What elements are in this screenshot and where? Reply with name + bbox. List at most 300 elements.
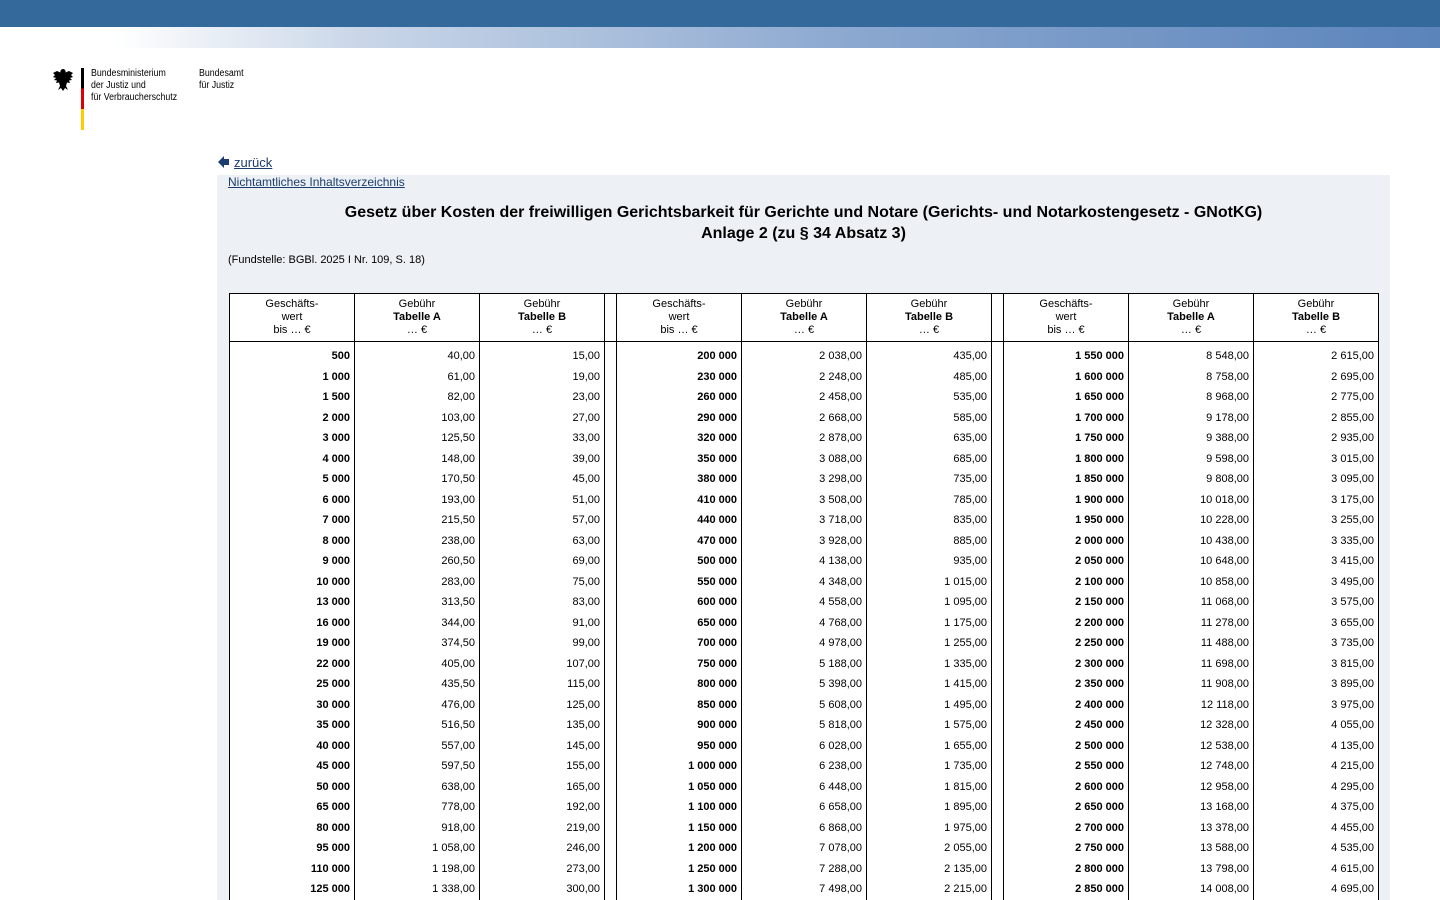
cell-gebuehr-a: 8 968,00 [1129,387,1254,408]
column-gap [992,674,1004,695]
column-gap [992,551,1004,572]
cell-gebuehr-a: 3 088,00 [742,449,867,470]
column-gap [992,367,1004,388]
cell-geschaeftswert: 1 300 000 [617,879,742,900]
cell-geschaeftswert: 19 000 [230,633,355,654]
flag-stripe [81,68,84,130]
header-line: Gebühr [523,298,561,310]
cell-geschaeftswert: 2 550 000 [1004,756,1129,777]
cell-gebuehr-b: 2 055,00 [867,838,992,859]
header-line: Tabelle B [517,311,567,323]
column-gap [605,510,617,531]
table-row [230,695,1379,716]
cell-gebuehr-a: 12 748,00 [1129,756,1254,777]
cell-gebuehr-a: 11 068,00 [1129,592,1254,613]
cell-gebuehr-a: 9 388,00 [1129,428,1254,449]
cell-gebuehr-a: 215,50 [355,510,480,531]
cell-geschaeftswert: 7 000 [230,510,355,531]
header-line: wert [668,311,690,323]
cell-gebuehr-a: 778,00 [355,797,480,818]
cell-gebuehr-b: 4 135,00 [1254,736,1379,757]
cell-geschaeftswert: 500 [230,346,355,367]
column-gap [992,510,1004,531]
cell-gebuehr-a: 5 818,00 [742,715,867,736]
table-row [230,490,1379,511]
cell-gebuehr-a: 5 188,00 [742,654,867,675]
cell-gebuehr-a: 6 658,00 [742,797,867,818]
top-banner [0,0,1440,27]
cell-gebuehr-b: 2 615,00 [1254,346,1379,367]
cell-geschaeftswert: 2 650 000 [1004,797,1129,818]
cell-gebuehr-a: 2 878,00 [742,428,867,449]
cell-geschaeftswert: 2 300 000 [1004,654,1129,675]
cell-gebuehr-b: 3 575,00 [1254,592,1379,613]
cell-gebuehr-b: 51,00 [480,490,605,511]
column-gap [992,592,1004,613]
cell-geschaeftswert: 900 000 [617,715,742,736]
cell-geschaeftswert: 1 500 [230,387,355,408]
cell-gebuehr-b: 19,00 [480,367,605,388]
cell-gebuehr-b: 1 655,00 [867,736,992,757]
cell-gebuehr-a: 3 928,00 [742,531,867,552]
table-row [230,777,1379,798]
cell-gebuehr-a: 5 608,00 [742,695,867,716]
cell-gebuehr-a: 10 438,00 [1129,531,1254,552]
column-gap [605,387,617,408]
cell-gebuehr-b: 635,00 [867,428,992,449]
cell-gebuehr-b: 1 815,00 [867,777,992,798]
cell-gebuehr-a: 193,00 [355,490,480,511]
cell-geschaeftswert: 2 000 [230,408,355,429]
cell-geschaeftswert: 1 650 000 [1004,387,1129,408]
column-gap [992,797,1004,818]
cell-gebuehr-a: 435,50 [355,674,480,695]
cell-geschaeftswert: 410 000 [617,490,742,511]
cell-gebuehr-b: 3 415,00 [1254,551,1379,572]
cell-gebuehr-b: 485,00 [867,367,992,388]
cell-geschaeftswert: 110 000 [230,859,355,880]
cell-geschaeftswert: 700 000 [617,633,742,654]
column-gap [992,408,1004,429]
cell-gebuehr-b: 219,00 [480,818,605,839]
column-gap [992,818,1004,839]
column-gap [605,674,617,695]
column-gap [992,633,1004,654]
cell-gebuehr-b: 935,00 [867,551,992,572]
table-row [230,428,1379,449]
cell-geschaeftswert: 16 000 [230,613,355,634]
cell-gebuehr-b: 83,00 [480,592,605,613]
cell-geschaeftswert: 8 000 [230,531,355,552]
cell-gebuehr-b: 4 535,00 [1254,838,1379,859]
header-line: … € [1180,324,1202,336]
cell-gebuehr-a: 405,00 [355,654,480,675]
cell-gebuehr-b: 45,00 [480,469,605,490]
column-gap [992,654,1004,675]
cell-geschaeftswert: 2 850 000 [1004,879,1129,900]
header-line: Tabelle A [393,311,441,323]
column-gap [992,838,1004,859]
table-row [230,387,1379,408]
cell-gebuehr-a: 3 718,00 [742,510,867,531]
cell-geschaeftswert: 22 000 [230,654,355,675]
cell-gebuehr-a: 6 868,00 [742,818,867,839]
cell-geschaeftswert: 1 700 000 [1004,408,1129,429]
column-gap [605,408,617,429]
header-line: Gebühr [1172,298,1210,310]
header-line: … € [406,324,428,336]
cell-gebuehr-b: 4 295,00 [1254,777,1379,798]
cell-gebuehr-b: 192,00 [480,797,605,818]
table-row [230,592,1379,613]
cell-gebuehr-a: 5 398,00 [742,674,867,695]
cell-gebuehr-b: 435,00 [867,346,992,367]
cell-gebuehr-b: 2 935,00 [1254,428,1379,449]
cell-geschaeftswert: 50 000 [230,777,355,798]
cell-gebuehr-b: 735,00 [867,469,992,490]
header-line: … € [531,324,553,336]
cell-gebuehr-b: 3 975,00 [1254,695,1379,716]
cell-gebuehr-a: 13 588,00 [1129,838,1254,859]
logo-ministry-text: Bundesministerium der Justiz und für Verbraucherschutz [91,68,178,103]
cell-gebuehr-a: 13 168,00 [1129,797,1254,818]
cell-geschaeftswert: 750 000 [617,654,742,675]
law-title: Gesetz über Kosten der freiwilligen Gerichtsbarkeit für Gerichte und Notare (Gerichts- und Notarkostengesetz - GNotKG) [344,204,1263,221]
federal-eagle-icon [52,68,74,92]
back-link-container [218,155,272,170]
cell-gebuehr-a: 8 548,00 [1129,346,1254,367]
cell-geschaeftswert: 200 000 [617,346,742,367]
cell-gebuehr-b: 2 215,00 [867,879,992,900]
cell-gebuehr-a: 283,00 [355,572,480,593]
cell-gebuehr-a: 2 248,00 [742,367,867,388]
cell-gebuehr-b: 39,00 [480,449,605,470]
cell-geschaeftswert: 1 100 000 [617,797,742,818]
cell-gebuehr-a: 638,00 [355,777,480,798]
cell-gebuehr-a: 313,50 [355,592,480,613]
cell-gebuehr-a: 61,00 [355,367,480,388]
column-gap [992,736,1004,757]
column-gap [605,777,617,798]
annex-title: Anlage 2 (zu § 34 Absatz 3) [701,225,906,242]
table-row [230,674,1379,695]
column-gap [992,613,1004,634]
cell-gebuehr-a: 9 178,00 [1129,408,1254,429]
cell-gebuehr-b: 535,00 [867,387,992,408]
cell-geschaeftswert: 2 250 000 [1004,633,1129,654]
header-line: Tabelle A [780,311,828,323]
cell-geschaeftswert: 650 000 [617,613,742,634]
table-row [230,797,1379,818]
cell-gebuehr-a: 557,00 [355,736,480,757]
header-line: Gebühr [785,298,823,310]
header-gebuehr-a [742,294,867,342]
column-gap [605,469,617,490]
cell-geschaeftswert: 290 000 [617,408,742,429]
column-gap [605,879,617,900]
cell-geschaeftswert: 2 600 000 [1004,777,1129,798]
cell-geschaeftswert: 1 950 000 [1004,510,1129,531]
column-gap [605,531,617,552]
cell-geschaeftswert: 2 150 000 [1004,592,1129,613]
cell-gebuehr-b: 1 495,00 [867,695,992,716]
cell-gebuehr-b: 155,00 [480,756,605,777]
column-gap [992,572,1004,593]
cell-gebuehr-b: 15,00 [480,346,605,367]
cell-gebuehr-a: 2 458,00 [742,387,867,408]
cell-gebuehr-b: 3 495,00 [1254,572,1379,593]
cell-geschaeftswert: 40 000 [230,736,355,757]
cell-gebuehr-b: 1 575,00 [867,715,992,736]
cell-gebuehr-a: 4 768,00 [742,613,867,634]
cell-geschaeftswert: 9 000 [230,551,355,572]
cell-gebuehr-a: 2 038,00 [742,346,867,367]
cell-gebuehr-b: 91,00 [480,613,605,634]
table-row [230,469,1379,490]
header-line: Geschäfts- [265,298,319,310]
column-gap [605,346,617,367]
cell-geschaeftswert: 440 000 [617,510,742,531]
cell-geschaeftswert: 30 000 [230,695,355,716]
header-line: wert [281,311,303,323]
table-row [230,879,1379,900]
logo-office-text: Bundesamt für Justiz [199,68,244,91]
cell-geschaeftswert: 65 000 [230,797,355,818]
cell-geschaeftswert: 25 000 [230,674,355,695]
cell-gebuehr-b: 3 735,00 [1254,633,1379,654]
cell-gebuehr-b: 107,00 [480,654,605,675]
column-gap [992,469,1004,490]
cell-gebuehr-b: 4 055,00 [1254,715,1379,736]
cell-gebuehr-b: 3 655,00 [1254,613,1379,634]
cell-gebuehr-b: 3 815,00 [1254,654,1379,675]
column-gap [605,654,617,675]
cell-gebuehr-a: 260,50 [355,551,480,572]
cell-gebuehr-b: 1 175,00 [867,613,992,634]
logo[interactable] [52,68,272,132]
column-gap [605,633,617,654]
cell-gebuehr-b: 4 455,00 [1254,818,1379,839]
column-gap [605,367,617,388]
header-line: wert [1055,311,1077,323]
header-gebuehr-a [355,294,480,342]
cell-gebuehr-a: 9 598,00 [1129,449,1254,470]
cell-gebuehr-b: 165,00 [480,777,605,798]
cell-geschaeftswert: 1 200 000 [617,838,742,859]
cell-gebuehr-b: 2 695,00 [1254,367,1379,388]
cell-gebuehr-a: 12 118,00 [1129,695,1254,716]
header-line: Gebühr [910,298,948,310]
cell-gebuehr-a: 7 288,00 [742,859,867,880]
cell-geschaeftswert: 125 000 [230,879,355,900]
cell-gebuehr-a: 14 008,00 [1129,879,1254,900]
cell-geschaeftswert: 320 000 [617,428,742,449]
fee-table [229,293,1379,900]
cell-geschaeftswert: 2 750 000 [1004,838,1129,859]
cell-geschaeftswert: 2 700 000 [1004,818,1129,839]
cell-gebuehr-b: 33,00 [480,428,605,449]
cell-geschaeftswert: 2 500 000 [1004,736,1129,757]
cell-geschaeftswert: 470 000 [617,531,742,552]
cell-gebuehr-a: 11 488,00 [1129,633,1254,654]
cell-gebuehr-a: 1 198,00 [355,859,480,880]
cell-gebuehr-a: 10 018,00 [1129,490,1254,511]
cell-gebuehr-a: 476,00 [355,695,480,716]
header-gebuehr-b [867,294,992,342]
column-gap [605,818,617,839]
header-geschaeftswert [617,294,742,342]
cell-gebuehr-a: 2 668,00 [742,408,867,429]
table-row [230,736,1379,757]
column-gap [992,879,1004,900]
header-line: Geschäfts- [1039,298,1093,310]
cell-gebuehr-b: 4 215,00 [1254,756,1379,777]
cell-gebuehr-b: 273,00 [480,859,605,880]
cell-geschaeftswert: 350 000 [617,449,742,470]
table-row [230,818,1379,839]
cell-geschaeftswert: 260 000 [617,387,742,408]
cell-gebuehr-a: 374,50 [355,633,480,654]
cell-geschaeftswert: 1 000 000 [617,756,742,777]
column-gap [992,490,1004,511]
cell-gebuehr-b: 785,00 [867,490,992,511]
column-gap [605,613,617,634]
cell-geschaeftswert: 550 000 [617,572,742,593]
column-gap [605,736,617,757]
cell-gebuehr-b: 246,00 [480,838,605,859]
cell-geschaeftswert: 10 000 [230,572,355,593]
header-line: Geschäfts- [652,298,706,310]
cell-gebuehr-b: 63,00 [480,531,605,552]
cell-gebuehr-a: 12 328,00 [1129,715,1254,736]
table-row [230,654,1379,675]
cell-gebuehr-b: 3 255,00 [1254,510,1379,531]
cell-gebuehr-b: 585,00 [867,408,992,429]
cell-gebuehr-b: 3 895,00 [1254,674,1379,695]
column-gap [605,859,617,880]
cell-gebuehr-b: 3 095,00 [1254,469,1379,490]
table-row [230,510,1379,531]
column-gap [992,859,1004,880]
column-gap [992,695,1004,716]
cell-geschaeftswert: 45 000 [230,756,355,777]
cell-geschaeftswert: 1 600 000 [1004,367,1129,388]
cell-gebuehr-b: 2 135,00 [867,859,992,880]
column-gap [992,715,1004,736]
header-line: … € [918,324,940,336]
column-gap [605,294,617,342]
cell-geschaeftswert: 600 000 [617,592,742,613]
cell-geschaeftswert: 850 000 [617,695,742,716]
cell-gebuehr-b: 57,00 [480,510,605,531]
table-row [230,449,1379,470]
cell-gebuehr-a: 82,00 [355,387,480,408]
column-gap [992,346,1004,367]
table-row [230,756,1379,777]
cell-gebuehr-a: 4 978,00 [742,633,867,654]
column-gap [605,490,617,511]
cell-gebuehr-b: 3 335,00 [1254,531,1379,552]
cell-gebuehr-b: 685,00 [867,449,992,470]
cell-gebuehr-a: 170,50 [355,469,480,490]
cell-geschaeftswert: 1 800 000 [1004,449,1129,470]
cell-gebuehr-a: 7 078,00 [742,838,867,859]
cell-gebuehr-a: 238,00 [355,531,480,552]
cell-geschaeftswert: 1 150 000 [617,818,742,839]
cell-geschaeftswert: 80 000 [230,818,355,839]
table-row [230,859,1379,880]
cell-gebuehr-a: 597,50 [355,756,480,777]
cell-gebuehr-b: 1 415,00 [867,674,992,695]
cell-gebuehr-a: 516,50 [355,715,480,736]
back-link[interactable]: zurück [234,155,273,170]
cell-geschaeftswert: 1 900 000 [1004,490,1129,511]
cell-gebuehr-a: 10 228,00 [1129,510,1254,531]
header-line: … € [793,324,815,336]
table-row [230,633,1379,654]
table-row [230,367,1379,388]
header-line: Gebühr [398,298,436,310]
cell-gebuehr-b: 115,00 [480,674,605,695]
cell-geschaeftswert: 4 000 [230,449,355,470]
cell-geschaeftswert: 6 000 [230,490,355,511]
cell-gebuehr-b: 1 095,00 [867,592,992,613]
cell-gebuehr-a: 8 758,00 [1129,367,1254,388]
cell-gebuehr-a: 9 808,00 [1129,469,1254,490]
cell-geschaeftswert: 1 750 000 [1004,428,1129,449]
column-gap [992,531,1004,552]
cell-gebuehr-b: 1 015,00 [867,572,992,593]
cell-gebuehr-b: 300,00 [480,879,605,900]
cell-geschaeftswert: 230 000 [617,367,742,388]
header-gebuehr-b [1254,294,1379,342]
header-line: bis … € [660,324,698,336]
column-gap [605,449,617,470]
header-line: Tabelle A [1167,311,1215,323]
cell-geschaeftswert: 950 000 [617,736,742,757]
table-row [230,838,1379,859]
table-row [230,572,1379,593]
cell-geschaeftswert: 35 000 [230,715,355,736]
cell-gebuehr-a: 6 028,00 [742,736,867,757]
gradient-banner [0,27,1440,48]
column-gap [605,715,617,736]
cell-gebuehr-b: 69,00 [480,551,605,572]
cell-gebuehr-b: 1 895,00 [867,797,992,818]
cell-geschaeftswert: 5 000 [230,469,355,490]
cell-geschaeftswert: 2 050 000 [1004,551,1129,572]
cell-gebuehr-a: 6 238,00 [742,756,867,777]
column-gap [605,695,617,716]
cell-gebuehr-b: 145,00 [480,736,605,757]
cell-gebuehr-a: 6 448,00 [742,777,867,798]
column-gap [992,756,1004,777]
cell-gebuehr-b: 27,00 [480,408,605,429]
column-gap [605,756,617,777]
cell-gebuehr-a: 918,00 [355,818,480,839]
cell-gebuehr-a: 4 558,00 [742,592,867,613]
toc-link[interactable]: Nichtamtliches Inhaltsverzeichnis [228,175,405,189]
table-row [230,551,1379,572]
cell-gebuehr-a: 3 298,00 [742,469,867,490]
cell-gebuehr-a: 12 958,00 [1129,777,1254,798]
arrow-left-icon[interactable] [218,156,230,170]
header-line: Tabelle B [1291,311,1341,323]
column-gap [605,592,617,613]
cell-geschaeftswert: 1 850 000 [1004,469,1129,490]
column-gap [992,428,1004,449]
cell-geschaeftswert: 500 000 [617,551,742,572]
